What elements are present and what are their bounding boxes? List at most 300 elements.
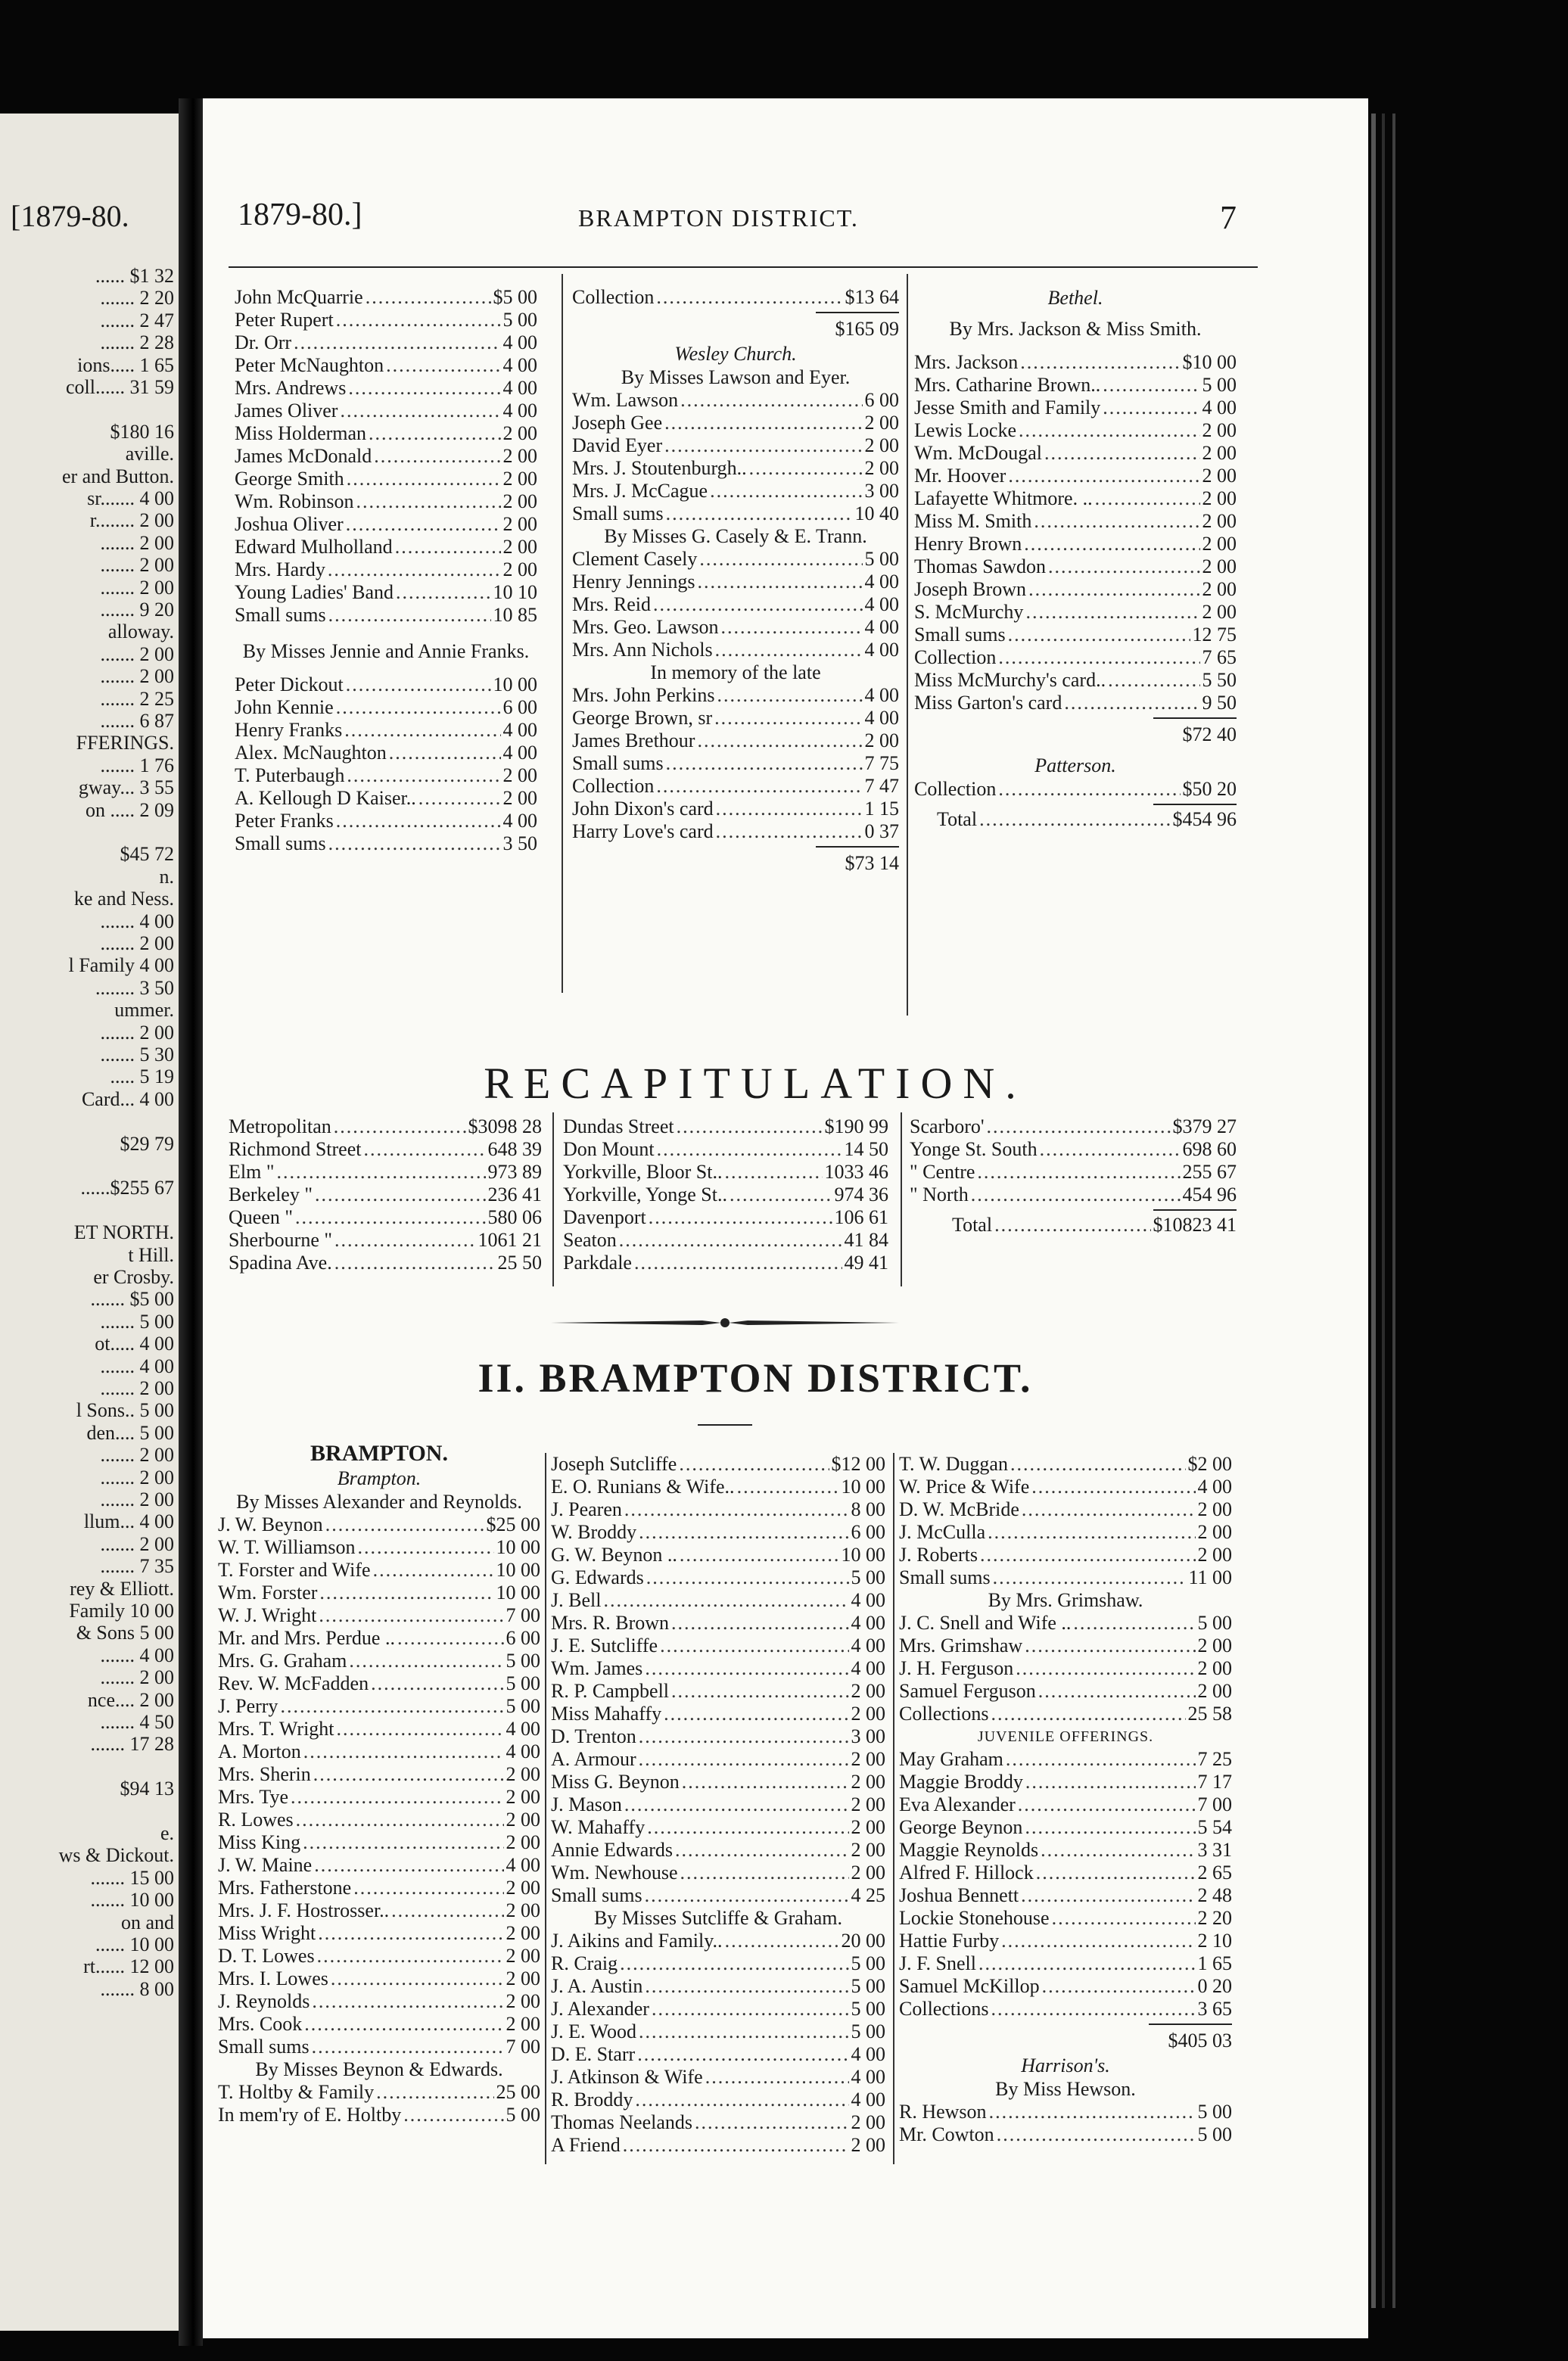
amount: 7 65 — [1202, 646, 1237, 668]
donor-name: Mrs. Fatherstone — [218, 1877, 352, 1899]
amount: 2 00 — [1202, 533, 1237, 555]
top-column-1 — [235, 286, 537, 855]
book-gutter — [179, 98, 203, 2346]
amount: 4 00 — [502, 810, 537, 832]
donor-name: A Friend — [551, 2134, 621, 2156]
left-page-line: coll...... 31 59 — [66, 376, 174, 398]
amount: 41 84 — [844, 1229, 888, 1251]
amount: 2 00 — [1202, 419, 1237, 441]
amount: 4 00 — [502, 354, 537, 376]
amount: 2 00 — [864, 457, 899, 479]
ledger-row — [235, 513, 537, 536]
donor-name: E. O. Runians & Wife.. — [551, 1476, 735, 1498]
amount: 25 58 — [1187, 1703, 1232, 1725]
leader-dots — [998, 778, 1180, 801]
ledger-row — [551, 2089, 885, 2111]
leader-dots — [666, 752, 863, 775]
ledger-row — [218, 2013, 540, 2036]
amount: 5 00 — [851, 1998, 885, 2020]
donor-name: May Graham — [899, 1748, 1003, 1770]
donor-name: Sherbourne " — [229, 1229, 332, 1251]
leader-dots — [979, 808, 1170, 831]
leader-dots — [374, 445, 500, 468]
leader-dots — [680, 389, 862, 412]
amount: 6 00 — [864, 389, 899, 411]
amount: 2 65 — [1197, 1862, 1232, 1884]
leader-dots — [395, 536, 501, 558]
donor-name: James Oliver — [235, 400, 338, 421]
donor-name: Edward Mulholland — [235, 536, 393, 558]
left-page-line: ot..... 4 00 — [95, 1333, 174, 1355]
ledger-row — [914, 351, 1237, 374]
leader-dots — [977, 1161, 1180, 1184]
leader-dots — [391, 1899, 503, 1922]
amount: 10 00 — [496, 1559, 540, 1581]
ledger-row — [914, 397, 1237, 419]
amount: 454 96 — [1182, 1184, 1237, 1205]
ledger-row — [551, 2043, 885, 2066]
amount: 2 00 — [502, 422, 537, 444]
ledger-row — [551, 1975, 885, 1998]
amount: 10 40 — [854, 502, 899, 524]
ledger-row — [899, 1884, 1232, 1907]
ledger-row — [218, 1809, 540, 1831]
leader-dots — [331, 1968, 504, 1990]
ledger-row — [572, 798, 899, 820]
ledger-row — [910, 1115, 1237, 1138]
leader-dots — [334, 1115, 466, 1138]
ledger-row — [572, 707, 899, 729]
section-heading: By Misses Jennie and Annie Franks. — [242, 640, 530, 662]
left-page-line: ....... 4 00 — [100, 1644, 174, 1666]
leader-dots — [1073, 1612, 1195, 1635]
leader-dots — [710, 480, 862, 502]
donor-name: Yorkville, Yonge St.. — [563, 1184, 727, 1205]
leader-dots — [680, 1544, 839, 1566]
left-page-line: rt...... 12 00 — [83, 1955, 174, 1978]
ledger-row — [218, 1899, 540, 1922]
collector-heading: By Misses Alexander and Reynolds. — [236, 1491, 522, 1513]
amount: $379 27 — [1172, 1115, 1237, 1137]
amount: 4 00 — [851, 2066, 885, 2088]
circuit-title: BRAMPTON. — [310, 1441, 448, 1466]
leader-dots — [347, 468, 501, 490]
ledger-row — [572, 639, 899, 661]
donor-name: Seaton — [563, 1229, 617, 1251]
church-name: Harrison's. — [1021, 2055, 1110, 2076]
donor-name: Collection — [914, 646, 997, 668]
amount: 3 50 — [502, 832, 537, 854]
donor-name: Wm. Lawson — [572, 389, 679, 411]
left-page-line: ....... 2 00 — [100, 1377, 174, 1399]
ledger-row — [572, 571, 899, 593]
donor-name: Annie Edwards — [551, 1839, 674, 1861]
leader-dots — [357, 1536, 493, 1559]
amount: 10 85 — [493, 604, 537, 626]
donor-name: G. Edwards — [551, 1566, 644, 1588]
left-page-line: l Sons.. 5 00 — [76, 1399, 174, 1422]
column-total: $405 03 — [1168, 2030, 1232, 2051]
donor-name: Mrs. Jackson — [914, 351, 1019, 373]
leader-dots — [980, 1544, 1196, 1566]
leader-dots — [328, 832, 501, 855]
left-page-line: r........ 2 00 — [89, 509, 174, 532]
left-page-line: ....... $5 00 — [90, 1288, 174, 1311]
donor-name: Mrs. T. Wright — [218, 1718, 334, 1740]
left-page-line: ....... 4 50 — [100, 1711, 174, 1733]
leader-dots — [1008, 465, 1199, 487]
top-column-2 — [572, 286, 899, 876]
ledger-row — [914, 374, 1237, 397]
leader-dots — [347, 764, 500, 787]
ledger-row — [551, 1680, 885, 1703]
sum-rule — [1153, 804, 1237, 805]
amount: 2 00 — [851, 1748, 885, 1770]
amount: 2 00 — [851, 1839, 885, 1861]
donor-name: Joshua Oliver — [235, 513, 344, 535]
ledger-row — [914, 442, 1237, 465]
ledger-row — [572, 286, 899, 309]
donor-name: Maggie Broddy — [899, 1771, 1023, 1793]
donor-name: Mrs. J. McCague — [572, 480, 708, 502]
left-page-line: $94 13 — [120, 1778, 174, 1800]
ledger-row — [572, 752, 899, 775]
donor-name: Peter Franks — [235, 810, 334, 832]
amount: 10 00 — [496, 1582, 540, 1604]
leader-dots — [664, 1703, 848, 1725]
amount: 2 00 — [1197, 1680, 1232, 1702]
leader-dots — [1021, 1884, 1195, 1907]
left-page — [0, 114, 179, 2331]
ledger-row — [218, 1672, 540, 1695]
ledger-row — [235, 810, 537, 832]
amount: 4 00 — [851, 1589, 885, 1611]
leader-dots — [639, 1725, 849, 1748]
left-page-line: ....... 2 20 — [100, 287, 174, 310]
leader-dots — [1031, 1476, 1195, 1498]
ledger-row — [218, 1786, 540, 1809]
ledger-row — [914, 778, 1237, 801]
amount: 4 00 — [502, 400, 537, 421]
amount: 7 47 — [864, 775, 899, 797]
district-column-2 — [551, 1453, 885, 2157]
leader-dots — [1019, 419, 1199, 442]
donor-name: Mrs. J. F. Hostrosser.. — [218, 1899, 390, 1921]
donor-name: W. Price & Wife — [899, 1476, 1030, 1498]
left-page-line: ....... 2 00 — [100, 554, 174, 577]
donor-name: John McQuarrie — [235, 286, 363, 308]
amount: 5 00 — [851, 2020, 885, 2042]
amount: 236 41 — [487, 1184, 542, 1205]
ledger-row — [551, 1816, 885, 1839]
ledger-row — [914, 601, 1237, 624]
leader-dots — [724, 1161, 822, 1184]
left-page-line: ....... 2 00 — [100, 576, 174, 599]
ledger-row — [235, 490, 537, 513]
ledger-row — [235, 536, 537, 558]
collector-heading: By Misses Sutcliffe & Graham. — [593, 1907, 843, 1929]
leader-dots — [649, 1206, 832, 1229]
column-total: $73 14 — [845, 852, 899, 874]
church-name: Patterson. — [1034, 754, 1116, 776]
recap-total-row — [910, 1214, 1237, 1236]
leader-dots — [314, 1854, 503, 1877]
amount: 2 00 — [1202, 578, 1237, 600]
ledger-row — [563, 1115, 888, 1138]
leader-dots — [671, 1612, 848, 1635]
ledger-row — [572, 457, 899, 480]
ledger-row — [235, 604, 537, 627]
amount: 2 00 — [851, 1862, 885, 1884]
leader-dots — [373, 1559, 494, 1582]
ledger-row — [899, 1952, 1232, 1975]
leader-dots — [336, 810, 501, 832]
amount: 648 39 — [487, 1138, 542, 1160]
ledger-row — [218, 2081, 540, 2104]
donor-name: George Brown, sr — [572, 707, 713, 729]
leader-dots — [1048, 555, 1199, 578]
ledger-row — [914, 465, 1237, 487]
donor-name: Mrs. J. Stoutenburgh.. — [572, 457, 747, 479]
amount: 4 00 — [1202, 397, 1237, 418]
spacer — [235, 663, 537, 673]
ledger-row — [899, 2101, 1232, 2123]
left-page-line: ....... 2 00 — [100, 665, 174, 688]
ledger-row — [899, 1703, 1232, 1725]
district-column-3 — [899, 1453, 1232, 2146]
donor-name: J. Reynolds — [218, 1990, 310, 2012]
donor-name: Thomas Neelands — [551, 2111, 693, 2133]
amount: 2 00 — [502, 558, 537, 580]
donor-name: Wm. Newhouse — [551, 1862, 678, 1884]
leader-dots — [303, 1740, 504, 1763]
ledger-row — [563, 1138, 888, 1161]
leader-dots — [714, 707, 862, 729]
leader-dots — [356, 490, 500, 513]
leader-dots — [657, 1138, 842, 1161]
leader-dots — [389, 742, 501, 764]
leader-dots — [1006, 1748, 1196, 1771]
ledger-row — [563, 1229, 888, 1252]
leader-dots — [303, 1831, 503, 1854]
amount: 4 00 — [506, 1740, 540, 1762]
amount: 4 00 — [864, 684, 899, 706]
leader-dots — [1008, 624, 1190, 646]
juvenile-heading: JUVENILE OFFERINGS. — [977, 1728, 1154, 1745]
donor-name: Scarboro' — [910, 1115, 985, 1137]
donor-name: Davenport — [563, 1206, 646, 1228]
leader-dots — [348, 377, 500, 400]
church-name: Bethel. — [1047, 287, 1103, 309]
donor-name: Mrs. John Perkins — [572, 684, 715, 706]
amount: $12 00 — [831, 1453, 885, 1475]
leader-dots — [1044, 442, 1200, 465]
donor-name: Miss McMurchy's card.. — [914, 669, 1106, 691]
ledger-row — [235, 286, 537, 309]
amount: 5 00 — [1202, 374, 1237, 396]
ledger-row — [551, 1476, 885, 1498]
amount: 2 00 — [502, 764, 537, 786]
ledger-row — [551, 1884, 885, 1907]
ledger-row — [218, 2036, 540, 2058]
leader-dots — [989, 2101, 1196, 2123]
amount: 2 00 — [506, 1763, 540, 1785]
left-page-header: [1879-80. — [11, 199, 129, 233]
amount: 5 00 — [864, 548, 899, 570]
amount: 25 50 — [497, 1252, 542, 1274]
leader-dots — [697, 571, 862, 593]
amount: 5 00 — [1197, 1612, 1232, 1634]
amount: 4 00 — [502, 331, 537, 353]
left-page-line: ....... 7 35 — [100, 1555, 174, 1578]
grand-total-row — [914, 808, 1237, 831]
left-page-line: ....... 2 00 — [100, 932, 174, 954]
ledger-row — [914, 692, 1237, 714]
title-rule — [698, 1424, 752, 1426]
donor-name: Wm. James — [551, 1657, 643, 1679]
total-label: Total — [952, 1214, 993, 1236]
ledger-row — [218, 2104, 540, 2126]
sum-rule — [816, 846, 899, 848]
donor-name: Miss M. Smith — [914, 510, 1032, 532]
ledger-row — [551, 1793, 885, 1816]
leader-dots — [998, 646, 1199, 669]
donor-name: Mrs. Catharine Brown.. — [914, 374, 1101, 396]
ledger-row — [899, 1975, 1232, 1998]
donor-name: Dundas Street — [563, 1115, 674, 1137]
amount: 3 00 — [851, 1725, 885, 1747]
collector-heading: By Mrs. Jackson & Miss Smith. — [949, 318, 1202, 340]
ledger-row — [899, 1635, 1232, 1657]
left-page-line: on and — [120, 1911, 174, 1933]
leader-dots — [619, 1229, 842, 1252]
leader-dots — [978, 1952, 1196, 1975]
left-page-line: aville. — [125, 443, 174, 465]
ledger-row — [572, 434, 899, 457]
donor-name: D. W. McBride — [899, 1498, 1019, 1520]
donor-name: John Kennie — [235, 696, 334, 718]
donor-name: Joseph Gee — [572, 412, 663, 434]
donor-name: Samuel McKillop — [899, 1975, 1040, 1997]
amount: 5 00 — [506, 1650, 540, 1672]
amount: 2 00 — [506, 1968, 540, 1989]
ledger-row — [899, 1930, 1232, 1952]
leader-dots — [624, 1498, 849, 1521]
amount: 2 00 — [851, 1816, 885, 1838]
donor-name: Harry Love's card — [572, 820, 714, 842]
amount: 2 00 — [506, 1831, 540, 1853]
amount: 5 00 — [851, 1952, 885, 1974]
amount: 2 00 — [1202, 487, 1237, 509]
collector-heading: By Misses Beynon & Edwards. — [255, 2058, 503, 2080]
leader-dots — [1024, 533, 1199, 555]
donor-name: Yonge St. South — [910, 1138, 1038, 1160]
leader-dots — [319, 1604, 503, 1627]
donor-name: D. E. Starr — [551, 2043, 636, 2065]
ornament-divider — [551, 1315, 899, 1330]
donor-name: R. Broddy — [551, 2089, 633, 2111]
left-page-line: ....... 5 30 — [100, 1044, 174, 1065]
donor-name: Miss Mahaffy — [551, 1703, 662, 1725]
ledger-row — [235, 422, 537, 445]
leader-dots — [369, 422, 500, 445]
donor-name: Hattie Furby — [899, 1930, 1000, 1952]
amount: 698 60 — [1182, 1138, 1237, 1160]
leader-dots — [328, 604, 491, 627]
left-page-line: ....... 4 00 — [100, 910, 174, 932]
ledger-row — [218, 1922, 540, 1945]
leader-dots — [677, 1115, 823, 1138]
amount: $190 99 — [824, 1115, 888, 1137]
leader-dots — [317, 1945, 504, 1968]
amount: 4 00 — [851, 1612, 885, 1634]
amount: 2 00 — [851, 2134, 885, 2156]
donor-name: Small sums — [218, 2036, 310, 2058]
leader-dots — [1041, 1839, 1195, 1862]
amount: $10 00 — [1182, 351, 1237, 373]
sum-rule — [816, 312, 899, 313]
donor-name: In mem'ry of E. Holtby — [218, 2104, 402, 2126]
ledger-row — [218, 1604, 540, 1627]
amount: 2 00 — [506, 2013, 540, 2035]
donor-name: J. Bell — [551, 1589, 602, 1611]
leader-dots — [645, 1657, 848, 1680]
donor-name: Metropolitan — [229, 1115, 331, 1137]
donor-name: Lockie Stonehouse — [899, 1907, 1050, 1929]
recap-title: RECAPITULATION. — [484, 1059, 1027, 1108]
donor-name: Small sums — [235, 832, 326, 854]
ledger-row — [914, 533, 1237, 555]
ledger-row — [235, 581, 537, 604]
donor-name: Mrs. I. Lowes — [218, 1968, 328, 1989]
column-divider — [545, 1453, 546, 2164]
ledger-row — [235, 309, 537, 331]
ledger-row — [229, 1161, 542, 1184]
left-page-line: ....... 2 00 — [100, 642, 174, 665]
church-name: Brampton. — [337, 1467, 422, 1489]
page-edge — [1371, 114, 1376, 2308]
donor-name: Collection — [572, 775, 655, 797]
recap-column-2 — [563, 1115, 888, 1274]
left-page-line: rey & Elliott. — [70, 1577, 174, 1600]
leader-dots — [987, 1115, 1171, 1138]
donor-name: Collections — [899, 1998, 989, 2020]
leader-dots — [296, 1809, 504, 1831]
amount: 10 10 — [493, 581, 537, 603]
left-page-line: nce.... 2 00 — [87, 1688, 174, 1711]
leader-dots — [652, 1998, 849, 2020]
amount: 7 00 — [506, 1604, 540, 1626]
leader-dots — [418, 787, 501, 810]
ledger-row — [235, 331, 537, 354]
column-divider — [893, 1453, 894, 2164]
donor-name: J. Alexander — [551, 1998, 649, 2020]
amount: 2 00 — [502, 445, 537, 467]
leader-dots — [664, 412, 862, 434]
donor-name: J. E. Sutcliffe — [551, 1635, 658, 1656]
leader-dots — [671, 1680, 848, 1703]
amount: 5 54 — [1197, 1816, 1232, 1838]
left-page-line: Card... 4 00 — [81, 1087, 174, 1110]
ledger-row — [229, 1184, 542, 1206]
donor-name: J. Atkinson & Wife — [551, 2066, 703, 2088]
leader-dots — [1042, 1975, 1196, 1998]
header-year: 1879-80.] — [238, 198, 362, 232]
church-name: Wesley Church. — [674, 343, 797, 365]
leader-dots — [337, 1718, 504, 1740]
leader-dots — [1020, 351, 1180, 374]
ledger-row — [235, 400, 537, 422]
